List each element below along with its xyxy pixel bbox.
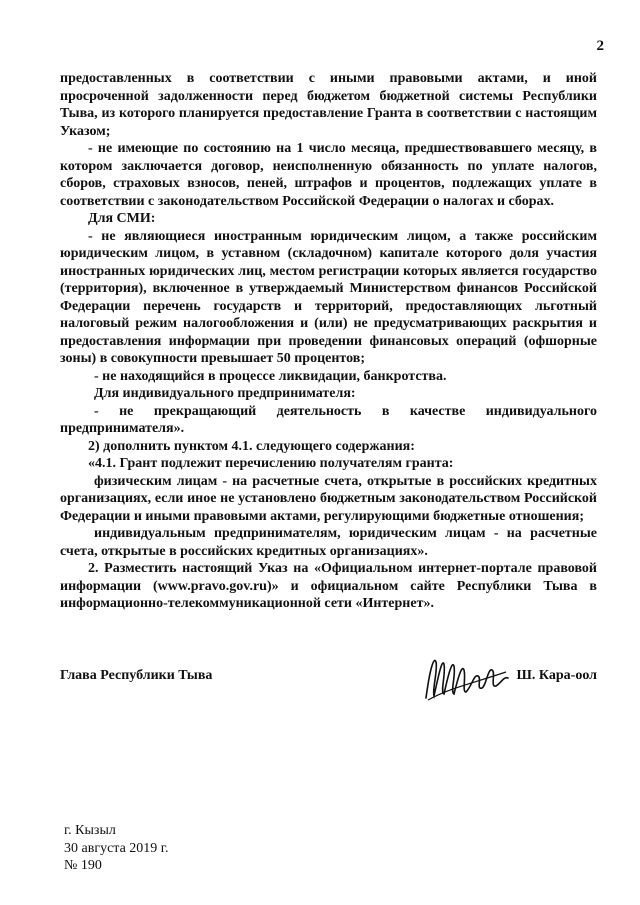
signer-title: Глава Республики Тыва: [60, 668, 213, 683]
document-date: 30 августа 2019 г.: [64, 840, 169, 856]
signer-name: Ш. Кара-оол: [516, 668, 597, 683]
page-number: 2: [596, 38, 604, 54]
document-body: [60, 70, 597, 613]
paragraph-9: «4.1. Грант подлежит перечислению получателям гранта:: [88, 456, 454, 471]
paragraph-1: предоставленных в соответствии с иными правовыми актами, и иной просроченной задолженности перед бюджетом бюджетной системы Республики Тыва, из которого планируется предоставление Гранта в соответствии с настоящим Указом;: [60, 71, 597, 139]
paragraph-11: индивидуальным предпринимателям, юридическим лицам - на расчетные счета, открытые в российских кредитных организациях».: [60, 526, 597, 559]
city: г. Кызыл: [64, 823, 116, 838]
handwritten-signature-icon: [420, 648, 510, 706]
paragraph-12: 2. Разместить настоящий Указ на «Официальном интернет-портале правовой информации (www.pravo.gov.ru)» и официальном сайте Республики Тыва в информационно-телекоммуникационной сети «Интернет».: [60, 561, 597, 611]
document-number: № 190: [64, 858, 102, 873]
paragraph-10: физическим лицам - на расчетные счета, открытые в российских кредитных организациях, если иное не установлено бюджетным законодательством Российской Федерации и иными правовыми актами, регулирующими бюджетные отношения;: [60, 473, 597, 524]
paragraph-6-heading: Для индивидуального предпринимателя:: [94, 386, 356, 401]
signature-block: [60, 648, 597, 708]
paragraph-8: 2) дополнить пунктом 4.1. следующего содержания:: [88, 438, 415, 454]
paragraph-3-heading: Для СМИ:: [88, 211, 156, 226]
document-footer: [64, 822, 168, 875]
paragraph-5: - не находящийся в процессе ликвидации, банкротства.: [94, 368, 447, 384]
paragraph-7: - не прекращающий деятельность в качестве индивидуального предпринимателя».: [60, 403, 597, 436]
paragraph-4: - не являющиеся иностранным юридическим лицом, а также российским юридическим лицом, в уставном (складочном) капитале которого доля участия иностранных юридических лиц, местом регистрации которых является государство (территория), включенное в утверждаемый Министерством финансов Российской Федерации перечень государств и территорий, предоставляющих льготный налоговый режим налогообложения и (или) не предусматривающих раскрытия и предоставления информации при проведении финансовых операций (офшорные зоны) в совокупности превышает 50 процентов;: [60, 228, 597, 366]
paragraph-2: - не имеющие по состоянию на 1 число месяца, предшествовавшего месяцу, в котором заключается договор, неисполненную обязанность по уплате налогов, сборов, страховых взносов, пеней, штрафов и процентов, подлежащих уплате в соответствии с законодательством Российской Федерации о налогах и сборах.: [60, 141, 597, 209]
